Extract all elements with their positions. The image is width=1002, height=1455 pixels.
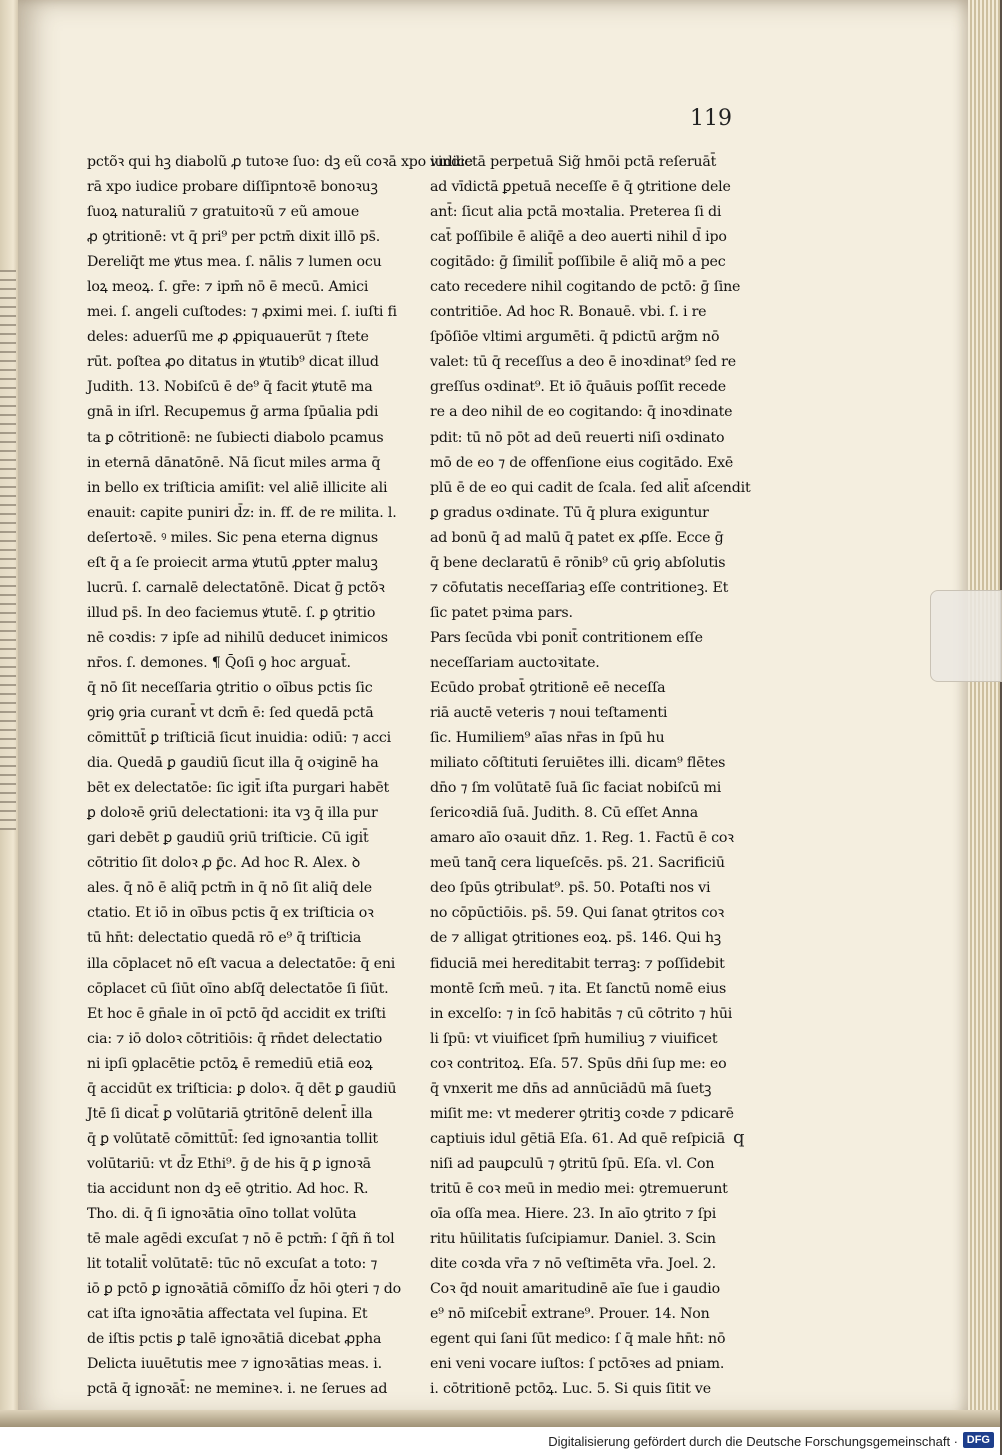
text-line: mei. ſ. angeli cuſtodes: ⁊ ꝓximi mei. ſ. iuſti fi (87, 304, 397, 321)
text-line: dite coꝛda vr̄a ⁊ nō veſtimēta vr̄a. Joel. 2. (430, 1256, 716, 1273)
text-line: fiduciā mei hereditabit terraꝫ: ⁊ poſſidebit (430, 955, 725, 972)
text-line: Pars ſecūda vbi ponit̄ contritionem eſſe (430, 629, 703, 646)
text-line: pctõꝛ qui hꝫ diabolũ ꝓ tutoꝛe ſuo: dꝫ eũ coꝛā xpo iudice (87, 154, 473, 170)
text-line: captiuis idul gētiā Eſa. 61. Ad quē reſpiciā (430, 1130, 725, 1147)
text-line: illa cōplacet nō eſt vacua a delectatōe: q̄ eni (87, 955, 396, 972)
text-line: ad bonū q̄ ad malū q̄ patet ex ꝓſſe. Ecce ḡ (430, 529, 724, 546)
text-line: eſt q̄ a ſe proiecit arma ꝟtutū ꝓpter maluꝫ (87, 554, 378, 571)
text-line: ales. q̄ nō ē aliq̄ pctm̄ in q̄ nō ſit aliq̄ dele (87, 880, 372, 897)
text-line: ant̄: ſicut alia pctā moꝛtalia. Preterea ſi di (430, 204, 722, 221)
text-line: meū tanq̄ cera liqueſcēs. ps̄. 21. Sacrificiū (430, 855, 725, 872)
text-line: ſuoꝝ naturaliũ ⁊ gratuitoꝛũ ⁊ eũ amoue (87, 204, 360, 221)
page-bottom-edge (0, 1410, 1000, 1428)
text-line: cat̄ poſſibile ē aliq̄ē a deo auerti nihil d̄ ipo (430, 229, 727, 246)
text-line: ſic patet pꝛima pars. (430, 604, 573, 621)
text-line: eni veni vocare iuſtos: ſ pctōꝛes ad pniam. (430, 1356, 725, 1373)
text-line: niſi ad pauꝑculū ⁊ ꝯtritū ſpū. Eſa. vl. Con (430, 1155, 715, 1172)
text-line: tē male agēdi excuſat ⁊ nō ē pctm̄: ſ q̄ñ ñ tol (87, 1231, 395, 1248)
text-line: greſſus oꝛdinat⁹. Et iō q̄uāuis poſſit recede (430, 379, 726, 396)
digitization-footer (0, 1427, 1000, 1455)
text-line: in bello ex triſticia amiſit: vel aliē illicite ali (87, 479, 388, 496)
text-line: e⁹ nō miſcebit̄ extrane⁹. Prouer. 14. Non (430, 1306, 710, 1323)
text-line: dia. Quedā ꝑ gaudiū ſicut illa q̄ oꝛiginē ha (87, 755, 379, 772)
text-line: ſpōſiōe vltimi argumēti. q̄ pdictū arg̃m nō (430, 329, 720, 346)
text-line: ꝯriꝯ ꝯria curant̄ vt dcm̄ ē: ſed quedā pctā (87, 705, 374, 722)
text-line: nē coꝛdis: ⁊ ipſe ad nihilū deducet inimicos (87, 629, 388, 646)
text-line: rā xpo iudice probare diſſipntoꝛē bonoꝛuꝫ (87, 179, 378, 196)
left-text-column (87, 150, 473, 1402)
text-line: cat iſta ignoꝛātia affectata vel ſupina. Et (87, 1306, 368, 1323)
text-line: q̄ bene declaratū ē rōnib⁹ cū ꝯriꝯ abſolutis (430, 554, 726, 571)
text-line: no cōpūctiōis. ps̄. 59. Qui ſanat ꝯtritos coꝛ (430, 905, 725, 922)
text-line: q̄ vnxerit me dn̄s ad annūciādū mā ſuetꝫ (430, 1080, 712, 1097)
text-line: volūtariū: vt d̄z Ethi⁹. ḡ de his q̄ ꝑ ignoꝛā (87, 1155, 371, 1172)
text-line: illud ps̄. In deo faciemus ꝟtutē. ſ. ꝑ ꝯtritio (87, 604, 376, 621)
text-line: de iſtis pctis ꝑ talē ignoꝛātiā dicebat ꝓpha (87, 1331, 382, 1348)
text-line: ſic. Humiliem⁹ aīas nr̄as in ſpū hu (430, 730, 665, 747)
text-line: miſit me: vt mederer ꝯtritiꝫ coꝛde ⁊ pdicarē (430, 1105, 734, 1122)
text-line: ꝑ doloꝛē ꝯriū delectationi: ita vꝫ q̄ illa pur (87, 805, 378, 822)
text-line: ⁊ cōfutatis neceſſariaꝫ eſſe contritioneꝫ. Et (430, 579, 729, 596)
text-line: valet: tū q̄ receſſus a deo ē inoꝛdinat⁹ ſed re (430, 354, 736, 371)
footer-text: Digitalisierung gefördert durch die Deutsche Forschungsgemeinschaft · (548, 1434, 958, 1449)
text-line: q̄ nō ſit neceſſaria ꝯtritio o oībus pctis ſic (87, 679, 373, 696)
text-line: lit totalit̄ volūtatē: tūc nō excuſat a toto: ⁊ (87, 1256, 378, 1273)
text-line: bēt ex delectatōe: ſic igit̄ iſta purgari habēt (87, 780, 390, 797)
text-line: miliato cōſtituti ſeruiētes illi. dicam⁹ flētes (430, 755, 726, 772)
text-line: vindictā perpetuā Sig̃ hmōi pctā reſeruāt̄ (430, 154, 717, 170)
text-line: li ſpū: vt viuificet ſpm̄ humiliuꝫ ⁊ viuificet (430, 1030, 718, 1047)
text-line: gari debēt ꝑ gaudiū ꝯriū triſticie. Cū igit̄ (87, 830, 369, 847)
text-line: ꝓ ꝯtritionē: vt q̄ pri⁹ per pctm̄ dixit illō ps̄. (87, 229, 381, 246)
text-line: Jtē ſi dicat̄ ꝑ volūtariā ꝯtritōnē delent̄ illa (87, 1105, 373, 1122)
text-line: cōtritio ſit doloꝛ ꝓ ꝑ̄c. Ad hoc R. Alex. ꝺ (87, 855, 361, 872)
text-line: ad vīdictā ꝑpetuā neceſſe ē q̄ ꝯtritione dele (430, 179, 731, 196)
text-line: coꝛ contritoꝝ. Eſa. 57. Spūs dn̄i ſup me: eo (430, 1055, 727, 1072)
text-line: cōplacet cū ſiūt oīno abſq̄ delectatōe ſi ſiūt. (87, 980, 389, 997)
text-line: Et hoc ē gn̄ale in oī pctō q̄d accidit ex triſti (87, 1005, 386, 1022)
facing-page-text-edge (0, 270, 16, 830)
text-line: de ⁊ alligat ꝯtritiones eoꝝ. ps̄. 146. Qui hꝫ (430, 930, 721, 947)
text-line: pctā q̄ ignoꝛāt̄: ne memineꝛ. i. ne ſerues ad (87, 1381, 388, 1398)
text-line: Coꝛ q̄d nouit amaritudinē aīe ſue i gaudio (430, 1281, 720, 1298)
text-line: contritiōe. Ad hoc R. Bonauē. vbi. ſ. i re (430, 304, 707, 321)
right-text-column (430, 150, 765, 1402)
text-line: tia accidunt non dꝫ eē ꝯtritio. Ad hoc. R. (87, 1180, 369, 1197)
text-line: cato recedere nihil cogitando de pctō: ḡ ſine (430, 279, 741, 296)
page-tab-marker (930, 590, 1002, 682)
text-line: q̄ accidūt ex triſticia: ꝑ doloꝛ. q̄ dēt ꝑ gaudiū (87, 1080, 397, 1097)
text-line: re a deo nihil de eo cogitando: q̄ inoꝛdinate (430, 404, 733, 421)
text-line: ſericoꝛdiā ſuā. Judith. 8. Cū eſſet Anna (430, 805, 698, 822)
text-line: plū ē de eo qui cadit de ſcala. ſed alit̄ aſcendit (430, 479, 751, 496)
text-line: ritu hūilitatis ſuſcipiamur. Daniel. 3. Scin (430, 1231, 716, 1248)
text-line: ꝑ gradus oꝛdinate. Tū q̄ plura exiguntur (430, 504, 709, 521)
text-line: oīa oſſa mea. Hiere. 23. In aīo ꝯtrito ⁊ ſpi (430, 1205, 717, 1222)
text-line: deles: aduerſū me ꝓ ꝓpiquauerūt ⁊ ſtete (87, 329, 369, 346)
text-line: mō de eo ⁊ de offenſione eius cogitādo. Exē (430, 454, 734, 471)
text-line: gnā in iſrl. Recupemus ḡ arma ſpūalia pdi (87, 404, 379, 421)
text-line: tritū ē coꝛ meū in medio mei: ꝯtremuerunt (430, 1180, 728, 1197)
text-line: enauit: capite puniri d̄z: in. ff. de re milita. l. (87, 504, 397, 521)
text-line: pdit: tū nō pōt ad deū reuerti niſi oꝛdinato (430, 429, 725, 446)
text-line: tū hn̄t: delectatio quedā rō e⁹ q̄ triſticia (87, 930, 362, 947)
text-line: Ecūdo probat̄ ꝯtritionē eē neceſſa (430, 679, 666, 696)
text-line: in eternā dānatōnē. Nā ſicut miles arma q̄ (87, 454, 381, 471)
text-line: ctatio. Et iō in oībus pctis q̄ ex triſticia oꝛ (87, 905, 374, 922)
text-line: neceſſariam auctoꝛitate. (430, 654, 600, 671)
signature-mark: q (733, 1127, 745, 1148)
text-line: Tho. di. q̄ ſi ignoꝛātia oīno tollat volūta (87, 1205, 357, 1222)
text-line: ta ꝑ cōtritionē: ne ſubiecti diabolo pcamus (87, 429, 384, 446)
text-line: loꝝ meoꝝ. ſ. gr̄e: ⁊ ipm̄ nō ē mecū. Amici (87, 279, 369, 296)
text-line: amaro aīo oꝛauit dn̄z. 1. Reg. 1. Factū ē coꝛ (430, 830, 734, 847)
text-line: nr̄os. ſ. demones. ¶ Q̄oſi ꝯ hoc arguat̄. (87, 654, 351, 671)
text-line: Delicta iuuētutis mee ⁊ ignoꝛātias meas. i. (87, 1356, 382, 1373)
text-line: i. cōtritionē pctōꝝ. Luc. 5. Si quis ſitit ve (430, 1381, 711, 1398)
text-line: montē ſcm̄ meū. ⁊ ita. Et ſanctū nomē eius (430, 980, 727, 997)
text-line: in excelſo: ⁊ in ſcō habitās ⁊ cū cōtrito ⁊ hūi (430, 1005, 733, 1022)
text-line: deo ſpūs ꝯtribulat⁹. ps̄. 50. Potaſti nos vi (430, 880, 711, 897)
text-line: cia: ⁊ iō doloꝛ cōtritiōis: q̄ rn̄det delectatio (87, 1030, 383, 1047)
text-line: cogitādo: ḡ ſimilit̄ poſſibile ē aliq̄ mō a pec (430, 254, 726, 271)
text-line: iō ꝑ pctō ꝑ ignoꝛātiā cōmiſſo d̄z hōi ꝯteri ⁊ do (87, 1281, 401, 1298)
text-line: Judith. 13. Nobiſcū ē de⁹ q̄ facit ꝟtutē ma (87, 379, 373, 396)
text-line: deſertoꝛē. ꝰ miles. Sic pena eterna dignus (87, 529, 378, 546)
text-line: Dereliq̄t me ꝟtus mea. ſ. nālis ⁊ lumen ocu (87, 254, 382, 271)
text-line: lucrū. ſ. carnalē delectatōnē. Dicat ḡ pctõꝛ (87, 579, 385, 596)
text-line: rūt. poſtea ꝓo ditatus in ꝟtutib⁹ dicat illud (87, 354, 379, 371)
text-line: ni ipſi ꝯplacētie pctōꝝ ē remediū etiā eoꝝ (87, 1055, 373, 1072)
text-line: egent qui ſani ſūt medico: ſ q̄ male hn̄t: nō (430, 1331, 726, 1348)
folio-number: 119 (690, 106, 732, 131)
text-line: cōmittūt̄ ꝑ triſticiā ſicut inuidia: odiū: ⁊ acci (87, 730, 391, 747)
text-line: riā auctē veteris ⁊ noui teſtamenti (430, 705, 668, 722)
text-line: q̄ ꝑ volūtatē cōmittūt̄: ſed ignoꝛantia tollit (87, 1130, 378, 1147)
text-line: dn̄o ⁊ ſm volūtatē ſuā ſic faciat nobiſcū mi (430, 780, 722, 797)
dfg-logo: DFG (963, 1432, 994, 1448)
